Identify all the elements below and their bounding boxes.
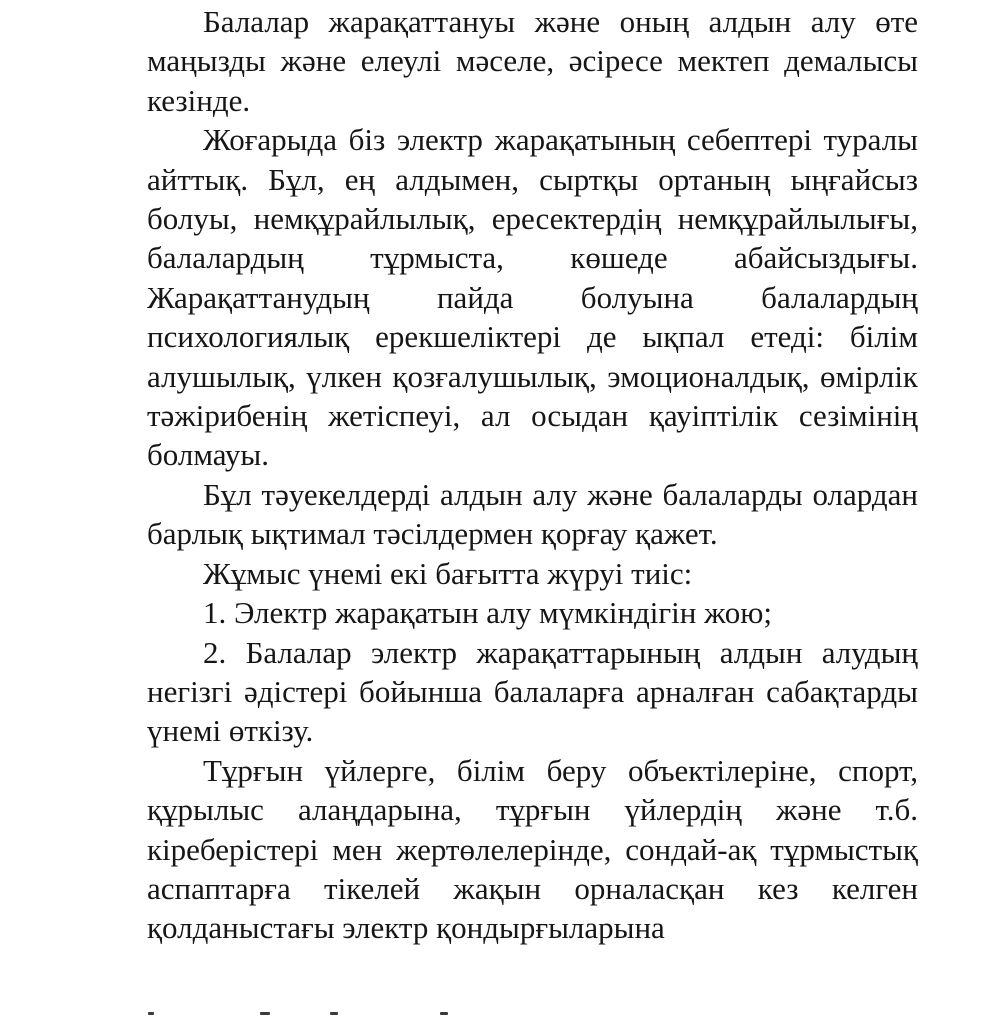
paragraph-electric-injury-causes: Жоғарыда біз электр жарақатының себептері туралы айттық. Бұл, ең алдымен, сыртқы ортаның ыңғайсыз болуы, немқұрайлылық, ересектердің немқұрайлылығы, балалардың тұрмыста, көшеде абайсыздығы. Жарақаттанудың пайда болуына балалардың психологиялық ерекшеліктері де ықпал етеді: білім алушылық, үлкен қозғалушылық, эмоционалдық, өмірлік тәжірибенің жетіспеуі, ал осыдан қауіптілік сезімінің болмауы. bbox=[147, 122, 918, 473]
paragraph-two-directions: Жұмыс үнемі екі бағытта жүруі тиіс: bbox=[203, 555, 693, 591]
list-item-1: 1. Электр жарақатын алу мүмкіндігін жою; bbox=[203, 595, 773, 631]
paragraph-prevention-need: Бұл тәуекелдерді алдын алу және балаларды олардан барлық ықтимал тәсілдермен қорғау қажет. bbox=[147, 476, 918, 552]
paragraph-injury-intro: Балалар жарақаттануы және оның алдын алу өте маңызды және елеулі мәселе, әсіресе мектеп демалысы кезінде. bbox=[147, 4, 918, 118]
list-item-2: 2. Балалар электр жарақаттарының алдын алудың негізгі әдістері бойынша балаларға арналған сабақтарды үнемі өткізу. bbox=[147, 634, 918, 749]
document-body bbox=[147, 2, 918, 948]
paragraph-installations: Тұрғын үйлерге, білім беру объектілеріне, спорт, құрылыс алаңдарына, тұрғын үйлердің және т.б. кіреберістері мен жертөлелерінде, сондай-ақ тұрмыстық аспаптарға тікелей жақын орналасқан кез келген қолданыстағы электр қондырғыларына bbox=[147, 752, 918, 946]
cut-off-text-fragment bbox=[140, 1012, 470, 1024]
